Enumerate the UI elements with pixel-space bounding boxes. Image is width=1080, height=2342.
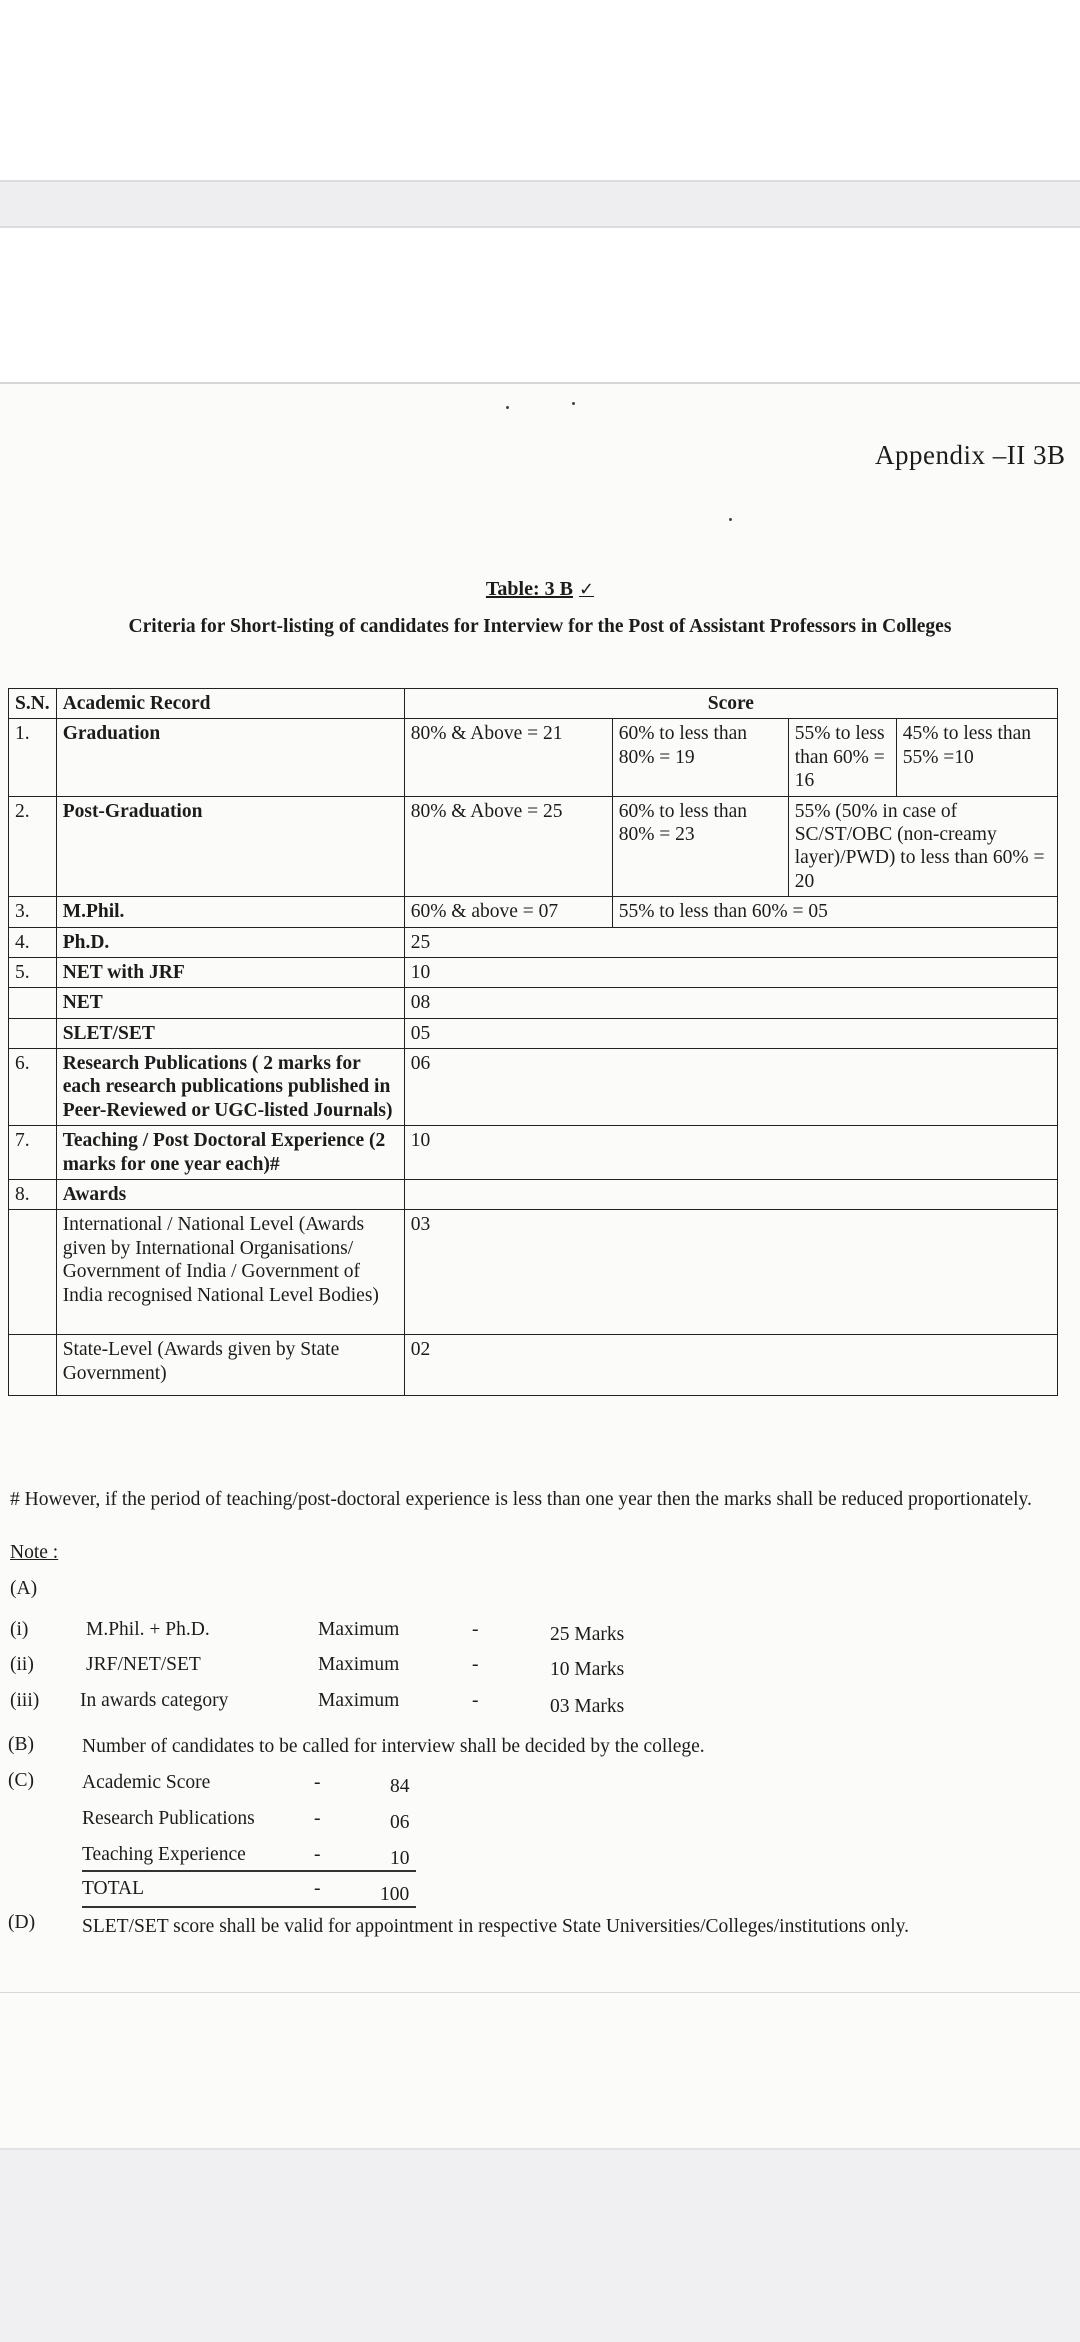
row-record: NET with JRF — [56, 957, 404, 987]
bottom-area — [0, 2148, 1080, 2342]
note-a-item: JRF/NET/SET — [86, 1654, 201, 1675]
note-d-label: (D) — [8, 1912, 36, 1933]
note-c-dash: - — [314, 1844, 321, 1865]
row-record: M.Phil. — [56, 897, 404, 927]
note-c-item: Academic Score — [82, 1772, 211, 1793]
score-cell: 10 — [404, 957, 1057, 987]
table-row — [9, 1335, 1058, 1396]
row-sn: 2. — [9, 796, 57, 897]
row-sn: 1. — [9, 719, 57, 796]
note-a-num: (iii) — [10, 1690, 40, 1711]
divider — [82, 1870, 416, 1872]
row-record: SLET/SET — [56, 1018, 404, 1048]
page-edge — [0, 1992, 1080, 1993]
row-record: International / National Level (Awards given by International Organisations/ Government of India / Government of India recognised National Level Bodies) — [56, 1210, 404, 1335]
row-record: Post-Graduation — [56, 796, 404, 897]
note-c-value: 100 — [380, 1884, 410, 1905]
score-cell: 10 — [404, 1126, 1057, 1180]
table-row — [9, 796, 1058, 897]
speck — [572, 402, 575, 405]
score-cell: 60% & above = 07 — [404, 897, 612, 927]
note-c-item: Teaching Experience — [82, 1844, 246, 1865]
score-cell: 45% to less than 55% =10 — [896, 719, 1057, 796]
table-row — [9, 719, 1058, 796]
note-a-marks: 25 Marks — [550, 1624, 625, 1645]
row-record: State-Level (Awards given by State Government) — [56, 1335, 404, 1396]
row-sn: 4. — [9, 927, 57, 957]
note-c-value: 84 — [390, 1776, 410, 1797]
score-cell: 60% to less than 80% = 19 — [612, 719, 788, 796]
criteria-table — [8, 688, 1058, 1396]
table-row — [9, 957, 1058, 987]
row-sn — [9, 988, 57, 1018]
score-cell — [404, 1180, 1057, 1210]
row-sn: 3. — [9, 897, 57, 927]
note-c-dash: - — [314, 1772, 321, 1793]
note-c-value: 10 — [390, 1848, 410, 1869]
table-row — [9, 1018, 1058, 1048]
table-row — [9, 988, 1058, 1018]
table-row — [9, 1126, 1058, 1180]
row-record: Graduation — [56, 719, 404, 796]
score-cell: 55% to less than 60% = 16 — [788, 719, 896, 796]
note-a-dash: - — [472, 1690, 479, 1711]
table-row — [9, 1210, 1058, 1335]
note-a-kind: Maximum — [318, 1690, 400, 1711]
score-cell: 80% & Above = 25 — [404, 796, 612, 897]
blank-page-area — [0, 228, 1080, 384]
note-a-dash: - — [472, 1654, 479, 1675]
score-cell: 02 — [404, 1335, 1057, 1396]
row-record: Ph.D. — [56, 927, 404, 957]
row-sn — [9, 1335, 57, 1396]
row-sn — [9, 1018, 57, 1048]
footnote: # However, if the period of teaching/post-doctoral experience is less than one year then the marks shall be reduced proportionately. — [10, 1489, 1032, 1510]
check-mark-icon: ✓ — [578, 579, 595, 600]
note-a-marks: 03 Marks — [550, 1696, 625, 1717]
score-cell: 03 — [404, 1210, 1057, 1335]
speck — [506, 406, 509, 409]
note-a-item: M.Phil. + Ph.D. — [86, 1619, 210, 1640]
table-header-row — [9, 689, 1058, 719]
table-row — [9, 1180, 1058, 1210]
note-a-kind: Maximum — [318, 1619, 400, 1640]
score-cell: 55% to less than 60% = 05 — [612, 897, 1057, 927]
score-cell: 55% (50% in case of SC/ST/OBC (non-creamy layer)/PWD) to less than 60% = 20 — [788, 796, 1057, 897]
page-separator — [0, 180, 1080, 228]
note-c-label: (C) — [8, 1770, 34, 1791]
speck — [729, 518, 732, 521]
table-row — [9, 897, 1058, 927]
row-sn: 5. — [9, 957, 57, 987]
note-c-dash: - — [314, 1878, 321, 1899]
row-record: NET — [56, 988, 404, 1018]
note-a-dash: - — [472, 1619, 479, 1640]
note-heading: Note : — [10, 1542, 59, 1563]
row-record: Awards — [56, 1180, 404, 1210]
note-b-text: Number of candidates to be called for interview shall be decided by the college. — [82, 1736, 705, 1757]
appendix-label: Appendix –II 3B — [875, 440, 1066, 470]
score-cell: 06 — [404, 1049, 1057, 1126]
header-score: Score — [404, 689, 1057, 719]
table-row — [9, 927, 1058, 957]
table-label — [0, 578, 1080, 601]
table-row — [9, 1049, 1058, 1126]
note-a-kind: Maximum — [318, 1654, 400, 1675]
divider — [82, 1906, 416, 1908]
note-a-num: (i) — [10, 1619, 29, 1640]
table-label-text: Table: 3 B — [485, 578, 573, 600]
note-c-item: TOTAL — [82, 1878, 144, 1899]
note-a-marks: 10 Marks — [550, 1659, 625, 1680]
row-record: Research Publications ( 2 marks for each research publications published in Peer-Reviewed or UGC-listed Journals) — [56, 1049, 404, 1126]
note-a-item: In awards category — [80, 1690, 229, 1711]
score-cell: 60% to less than 80% = 23 — [612, 796, 788, 897]
score-cell: 05 — [404, 1018, 1057, 1048]
row-record: Teaching / Post Doctoral Experience (2 marks for one year each)# — [56, 1126, 404, 1180]
table-caption: Criteria for Short-listing of candidates for Interview for the Post of Assistant Professors in Colleges — [128, 616, 952, 637]
score-cell: 08 — [404, 988, 1057, 1018]
document-page — [0, 384, 1080, 2148]
note-a-label: (A) — [10, 1578, 38, 1599]
score-cell: 80% & Above = 21 — [404, 719, 612, 796]
row-sn: 6. — [9, 1049, 57, 1126]
score-cell: 25 — [404, 927, 1057, 957]
previous-page-area — [0, 0, 1080, 180]
note-c-value: 06 — [390, 1812, 410, 1833]
row-sn: 8. — [9, 1180, 57, 1210]
note-b-label: (B) — [8, 1734, 34, 1755]
note-c-item: Research Publications — [82, 1808, 255, 1829]
note-d-text: SLET/SET score shall be valid for appointment in respective State Universities/Colleges/institutions only. — [82, 1916, 909, 1937]
header-sn: S.N. — [9, 689, 57, 719]
note-c-dash: - — [314, 1808, 321, 1829]
note-a-num: (ii) — [10, 1654, 34, 1675]
row-sn: 7. — [9, 1126, 57, 1180]
header-record: Academic Record — [56, 689, 404, 719]
row-sn — [9, 1210, 57, 1335]
